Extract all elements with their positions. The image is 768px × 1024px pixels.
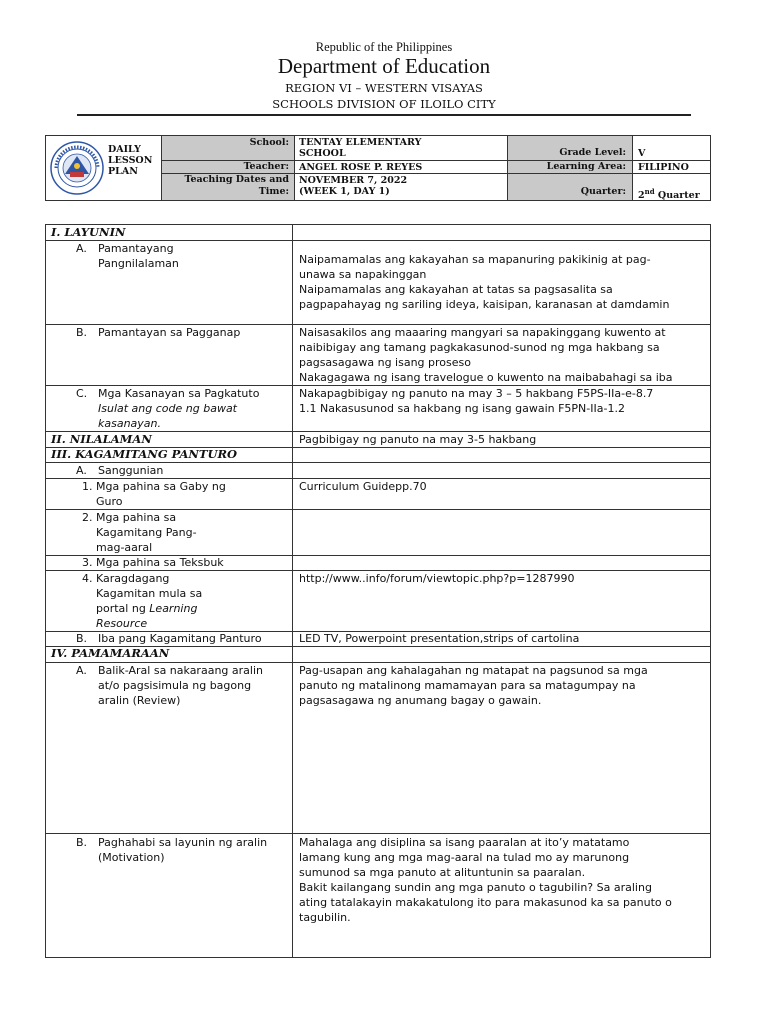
item-number: 3. xyxy=(82,556,93,569)
quarter-word: Quarter xyxy=(654,190,700,202)
teacher-value: ANGEL ROSE P. REYES xyxy=(299,162,423,173)
text-line: lamang kung ang mga mag-aaral na tulad mo ay marunong xyxy=(299,851,630,864)
quarter-suffix: nd xyxy=(644,187,655,196)
quarter-label: Quarter: xyxy=(580,186,626,197)
text-line: tagubilin. xyxy=(299,911,351,924)
quarter-number: 2 xyxy=(638,190,645,202)
dlp-line-3: PLAN xyxy=(108,166,138,177)
item-letter: B. xyxy=(76,836,88,849)
label-line xyxy=(96,601,202,616)
item-number: 1. xyxy=(82,480,93,493)
item-number: 4. xyxy=(82,572,93,585)
label-line: Karagdagang xyxy=(96,572,170,585)
label-text-italic: Learning xyxy=(149,602,198,615)
teacher-label: Teacher: xyxy=(243,161,289,172)
text-line: panuto ng matalinong mamamayan para sa matagumpay na xyxy=(299,679,636,692)
balik-aral-text xyxy=(299,663,709,708)
label-line: at/o pagsisimula ng bagong xyxy=(98,679,252,692)
text-line: Nakagagawa ng isang travelogue o kuwento na maibabahagi sa iba xyxy=(299,371,673,384)
quarter-value xyxy=(638,186,700,201)
division-line: SCHOOLS DIVISION OF ILOILO CITY xyxy=(272,97,496,111)
grid-line xyxy=(632,136,633,200)
text-line: 1.1 Nakasusunod sa hakbang ng isang gawain F5PN-IIa-1.2 xyxy=(299,402,625,415)
label-line: Mga Kasanayan sa Pagkatuto xyxy=(98,387,260,400)
item-letter: B. xyxy=(76,326,88,339)
dates-value xyxy=(299,175,407,197)
dlp-line-2: LESSON xyxy=(108,155,153,166)
text-line: pagpapahayag ng sariling ideya, kaisipan, karanasan at damdamin xyxy=(299,298,670,311)
school-value xyxy=(299,137,421,159)
text-line: Naipamamalas ang kakayahan at tatas sa pagsasalita sa xyxy=(299,283,613,296)
sanggunian-label: Sanggunian xyxy=(98,464,164,477)
label-line: Isulat ang code ng bawat xyxy=(98,402,237,415)
dates-label-line-1: Teaching Dates and xyxy=(184,174,289,185)
kasanayan-label xyxy=(98,386,259,431)
kagamitang-pang-mag-aaral-label xyxy=(96,510,197,555)
item-letter: C. xyxy=(76,387,88,400)
iba-pang-kagamitan-label: Iba pang Kagamitang Panturo xyxy=(98,632,262,645)
learning-area-value: FILIPINO xyxy=(638,162,689,173)
text-line: unawa sa napakinggan xyxy=(299,268,427,281)
karagdagang-kagamitan-label xyxy=(96,571,202,631)
label-line: Pamantayang xyxy=(98,242,174,255)
section-nilalaman: II. NILALAMAN xyxy=(51,432,152,446)
text-line: ating tatalakayin makakatulong ito para makasunod ka sa panuto o xyxy=(299,896,672,909)
nilalaman-text: Pagbibigay ng panuto na may 3-5 hakbang xyxy=(299,433,537,446)
label-line: Kagamitan mula sa xyxy=(96,587,203,600)
text-line: sumunod sa mga panuto at alituntunin sa paaralan. xyxy=(299,866,586,879)
pamantayang-pangnilalaman-label xyxy=(98,241,179,271)
dates-value-line-1: NOVEMBER 7, 2022 xyxy=(299,175,408,186)
grade-value: V xyxy=(638,148,646,159)
paghahabi-text xyxy=(299,835,709,925)
school-value-line-1: TENTAY ELEMENTARY xyxy=(299,137,422,148)
gabay-ng-guro-label xyxy=(96,479,226,509)
resource-url[interactable]: http://www..info/forum/viewtopic.php?p=1287990 xyxy=(299,572,575,585)
pamantayan-sa-pagganap-label: Pamantayan sa Pagganap xyxy=(98,326,241,339)
label-line: Mga pahina sa Gaby ng xyxy=(96,480,226,493)
pamantayang-pangnilalaman-text xyxy=(299,252,707,312)
label-line: kasanayan. xyxy=(98,417,162,430)
item-letter: A. xyxy=(76,242,87,255)
dates-label-line-2: Time: xyxy=(258,186,289,197)
balik-aral-label xyxy=(98,663,263,708)
department-title: Department of Education xyxy=(277,54,491,78)
iba-pang-kagamitan-text: LED TV, Powerpoint presentation,strips of cartolina xyxy=(299,632,580,645)
lesson-info-box xyxy=(45,135,711,201)
text-line: pagsasagawa ng anumang bagay o gawain. xyxy=(299,694,542,707)
school-value-line-2: SCHOOL xyxy=(299,148,346,159)
dates-label xyxy=(161,174,289,198)
label-line: aralin (Review) xyxy=(98,694,181,707)
text-line: Pag-usapan ang kahalagahan ng matapat na pagsunod sa mga xyxy=(299,664,648,677)
region-line: REGION VI – WESTERN VISAYAS xyxy=(285,81,483,95)
section-layunin: I. LAYUNIN xyxy=(51,225,126,239)
item-letter: B. xyxy=(76,632,88,645)
dates-value-line-2: (WEEK 1, DAY 1) xyxy=(299,186,390,197)
school-label: School: xyxy=(249,137,289,148)
item-number: 2. xyxy=(82,511,93,524)
label-line: Balik-Aral sa nakaraang aralin xyxy=(98,664,263,677)
label-line: Kagamitang Pang- xyxy=(96,526,197,539)
row-line xyxy=(46,833,710,834)
kasanayan-text xyxy=(299,386,709,416)
text-line: naibibigay ang tamang pagkakasunod-sunod ng mga hakbang sa xyxy=(299,341,660,354)
label-line: Guro xyxy=(96,495,123,508)
pamantayan-sa-pagganap-text xyxy=(299,325,709,385)
section-kagamitang-panturo: III. KAGAMITANG PANTURO xyxy=(51,447,238,461)
text-line: Nakapagbibigay ng panuto na may 3 – 5 hakbang F5PS-IIa-e-8.7 xyxy=(299,387,654,400)
header-rule xyxy=(77,114,691,116)
lesson-plan-table xyxy=(45,224,711,958)
label-text: portal ng xyxy=(96,602,150,615)
gabay-ng-guro-text: Curriculum Guidepp.70 xyxy=(299,480,427,493)
label-line: Resource xyxy=(96,617,148,630)
item-letter: A. xyxy=(76,464,87,477)
section-pamamaraan: IV. PAMAMARAAN xyxy=(51,646,170,660)
text-line: Bakit kailangang sundin ang mga panuto o tagubilin? Sa araling xyxy=(299,881,652,894)
label-line: (Motivation) xyxy=(98,851,165,864)
republic-line: Republic of the Philippines xyxy=(315,40,453,54)
teksbuk-label: Mga pahina sa Teksbuk xyxy=(96,556,224,569)
label-line: mag-aaral xyxy=(96,541,153,554)
grid-line xyxy=(294,136,295,200)
dlp-line-1: DAILY xyxy=(108,144,141,155)
daily-lesson-plan-label xyxy=(108,144,160,177)
column-divider xyxy=(292,225,293,957)
learning-area-label: Learning Area: xyxy=(546,161,626,172)
label-line: Pangnilalaman xyxy=(98,257,179,270)
text-line: Naipamamalas ang kakayahan sa mapanuring pakikinig at pag- xyxy=(299,253,651,266)
deped-seal-icon xyxy=(50,141,104,195)
grade-label: Grade Level: xyxy=(559,147,626,158)
text-line: pagsasagawa ng isang proseso xyxy=(299,356,471,369)
paghahabi-label xyxy=(98,835,267,865)
label-line: Mga pahina sa xyxy=(96,511,177,524)
text-line: Naisasakilos ang maaaring mangyari sa napakinggang kuwento at xyxy=(299,326,666,339)
text-line: Mahalaga ang disiplina sa isang paaralan at ito’y matatamo xyxy=(299,836,630,849)
item-letter: A. xyxy=(76,664,87,677)
label-line: Paghahabi sa layunin ng aralin xyxy=(98,836,268,849)
